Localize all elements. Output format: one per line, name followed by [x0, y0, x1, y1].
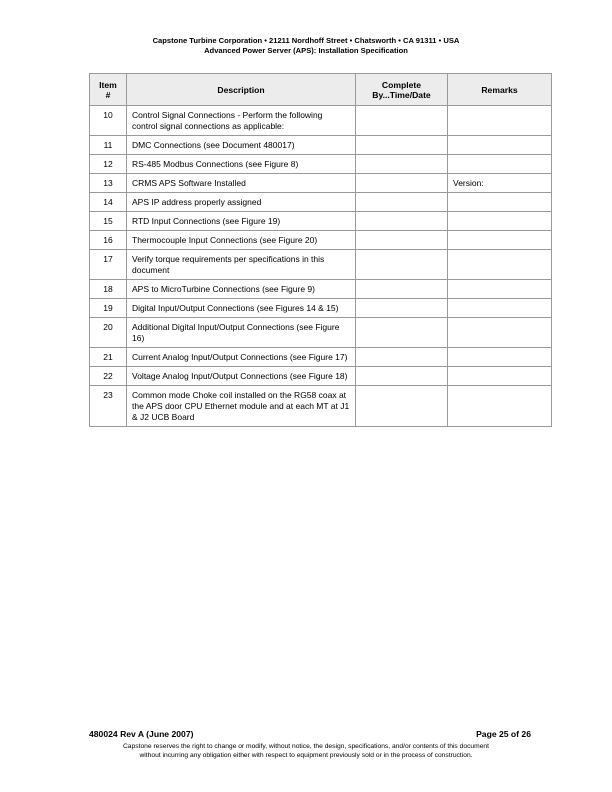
table-row	[90, 250, 552, 280]
column-header-item-line2: #	[105, 89, 111, 100]
item-description: APS to MicroTurbine Connections (see Figure 9)	[127, 280, 356, 299]
table-row	[90, 155, 552, 174]
remarks-cell[interactable]	[448, 299, 552, 318]
table-row	[90, 299, 552, 318]
complete-cell[interactable]	[356, 318, 448, 348]
column-header-remarks: Remarks	[448, 74, 552, 106]
item-description: Additional Digital Input/Output Connections (see Figure 16)	[127, 318, 356, 348]
item-description: RS-485 Modbus Connections (see Figure 8)	[127, 155, 356, 174]
item-number: 11	[90, 136, 127, 155]
item-description: Current Analog Input/Output Connections (see Figure 17)	[127, 348, 356, 367]
remarks-cell[interactable]	[448, 231, 552, 250]
footer-disclaimer-line1: Capstone reserves the right to change or modify, without notice, the design, specifications, and/or contents of this document	[122, 743, 490, 750]
remarks-cell[interactable]	[448, 212, 552, 231]
item-description: RTD Input Connections (see Figure 19)	[127, 212, 356, 231]
item-number: 16	[90, 231, 127, 250]
column-header-complete-line1: Complete	[381, 79, 422, 90]
complete-cell[interactable]	[356, 231, 448, 250]
footer-page-number: Page 25 of 26	[476, 729, 531, 739]
column-header-item-line1: Item	[99, 79, 117, 90]
item-number: 12	[90, 155, 127, 174]
complete-cell[interactable]	[356, 348, 448, 367]
item-number: 15	[90, 212, 127, 231]
table-row	[90, 174, 552, 193]
item-description: Common mode Choke coil installed on the RG58 coax at the APS door CPU Ethernet module and at each MT at J1 & J2 UCB Board	[127, 386, 356, 427]
complete-cell[interactable]	[356, 193, 448, 212]
complete-cell[interactable]	[356, 280, 448, 299]
footer-document-revision: 480024 Rev A (June 2007)	[89, 729, 194, 739]
table-row	[90, 106, 552, 136]
item-description: DMC Connections (see Document 480017)	[127, 136, 356, 155]
column-header-complete	[356, 74, 448, 106]
item-description: Thermocouple Input Connections (see Figure 20)	[127, 231, 356, 250]
remarks-cell[interactable]	[448, 280, 552, 299]
remarks-cell[interactable]	[448, 106, 552, 136]
item-description: APS IP address properly assigned	[127, 193, 356, 212]
item-description: Digital Input/Output Connections (see Figures 14 & 15)	[127, 299, 356, 318]
item-number: 21	[90, 348, 127, 367]
item-number: 13	[90, 174, 127, 193]
remarks-cell[interactable]	[448, 155, 552, 174]
table-row	[90, 193, 552, 212]
remarks-cell[interactable]	[448, 348, 552, 367]
remarks-cell[interactable]	[448, 250, 552, 280]
table-row	[90, 136, 552, 155]
item-description: Verify torque requirements per specifications in this document	[127, 250, 356, 280]
table-header-row	[90, 74, 552, 106]
table-row	[90, 318, 552, 348]
table-row	[90, 212, 552, 231]
item-number: 10	[90, 106, 127, 136]
item-number: 14	[90, 193, 127, 212]
complete-cell[interactable]	[356, 299, 448, 318]
item-number: 20	[90, 318, 127, 348]
installation-checklist-table	[89, 73, 552, 427]
complete-cell[interactable]	[356, 367, 448, 386]
column-header-item	[90, 74, 127, 106]
remarks-cell[interactable]	[448, 318, 552, 348]
remarks-cell[interactable]	[448, 193, 552, 212]
complete-cell[interactable]	[356, 212, 448, 231]
remarks-cell[interactable]: Version:	[448, 174, 552, 193]
item-number: 22	[90, 367, 127, 386]
item-description: CRMS APS Software Installed	[127, 174, 356, 193]
item-number: 23	[90, 386, 127, 427]
complete-cell[interactable]	[356, 250, 448, 280]
footer-disclaimer-line2: without incurring any obligation either with respect to equipment previously sold or in the process of construction.	[139, 752, 473, 759]
complete-cell[interactable]	[356, 106, 448, 136]
header-document-title: Advanced Power Server (APS): Installation Specification	[204, 46, 408, 55]
remarks-cell[interactable]	[448, 367, 552, 386]
table-row	[90, 348, 552, 367]
complete-cell[interactable]	[356, 386, 448, 427]
item-number: 18	[90, 280, 127, 299]
complete-cell[interactable]	[356, 136, 448, 155]
item-description: Control Signal Connections - Perform the following control signal connections as applicable:	[127, 106, 356, 136]
complete-cell[interactable]	[356, 174, 448, 193]
table-row	[90, 231, 552, 250]
table-row	[90, 367, 552, 386]
complete-cell[interactable]	[356, 155, 448, 174]
table-row	[90, 386, 552, 427]
item-number: 17	[90, 250, 127, 280]
column-header-description: Description	[127, 74, 356, 106]
header-company-line: Capstone Turbine Corporation • 21211 Nordhoff Street • Chatsworth • CA 91311 • USA	[152, 36, 460, 45]
item-number: 19	[90, 299, 127, 318]
column-header-complete-line2: By...Time/Date	[372, 89, 431, 100]
remarks-cell[interactable]	[448, 386, 552, 427]
remarks-cell[interactable]	[448, 136, 552, 155]
item-description: Voltage Analog Input/Output Connections (see Figure 18)	[127, 367, 356, 386]
table-row	[90, 280, 552, 299]
